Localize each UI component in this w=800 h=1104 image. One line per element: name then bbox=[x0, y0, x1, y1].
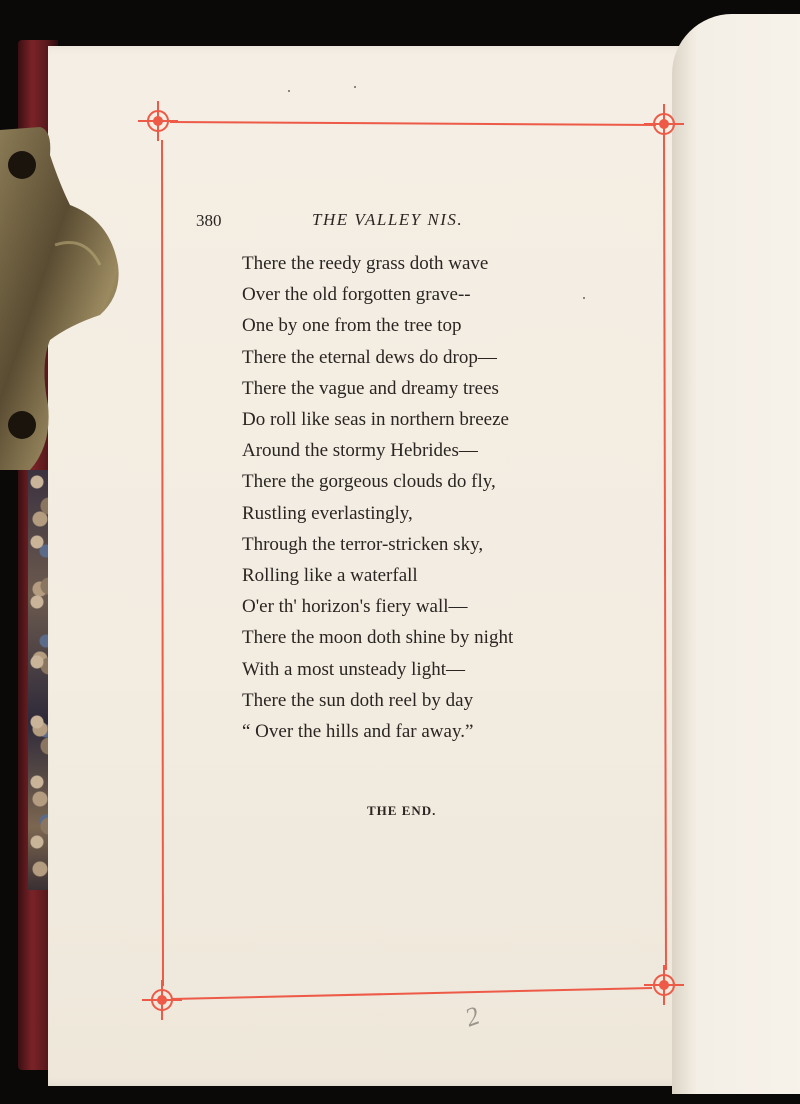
poem-line: There the reedy grass doth wave bbox=[242, 253, 489, 274]
poem-line: Through the terror-stricken sky, bbox=[242, 533, 484, 555]
poem-line: With a most unsteady light— bbox=[242, 658, 465, 680]
corner-ornament-bottom-right bbox=[644, 965, 684, 1005]
poem-line: Over the old forgotten grave-- bbox=[242, 284, 471, 306]
poem-line: Around the stormy Hebrides— bbox=[242, 440, 478, 462]
paper-speck bbox=[354, 86, 356, 88]
poem-line: There the vague and dreamy trees bbox=[242, 377, 499, 399]
corner-ornament-top-right bbox=[644, 104, 684, 144]
poem-line: There the eternal dews do drop— bbox=[242, 346, 497, 368]
pencil-annotation: 2 bbox=[461, 1000, 484, 1033]
paper-speck bbox=[288, 90, 290, 92]
page-number: 380 bbox=[196, 211, 222, 230]
poem-line: There the moon doth shine by night bbox=[242, 627, 514, 649]
poem-text bbox=[242, 248, 513, 747]
poem-line: Rolling like a waterfall bbox=[242, 565, 418, 587]
running-head-title: THE VALLEY NIS. bbox=[312, 210, 464, 229]
corner-ornament-top-left bbox=[138, 101, 178, 141]
poem-line: There the sun doth reel by day bbox=[242, 689, 474, 711]
poem-line: O'er th' horizon's fiery wall— bbox=[242, 596, 468, 618]
poem-line: One by one from the tree top bbox=[242, 315, 462, 337]
poem-line: “ Over the hills and far away.” bbox=[242, 721, 474, 743]
end-mark: THE END. bbox=[367, 803, 437, 818]
corner-ornament-bottom-left bbox=[142, 980, 182, 1020]
poem-line: There the gorgeous clouds do fly, bbox=[242, 471, 496, 493]
poem-line: Rustling everlastingly, bbox=[242, 502, 413, 524]
poem-line: Do roll like seas in northern breeze bbox=[242, 409, 509, 431]
paper-speck bbox=[583, 297, 585, 299]
